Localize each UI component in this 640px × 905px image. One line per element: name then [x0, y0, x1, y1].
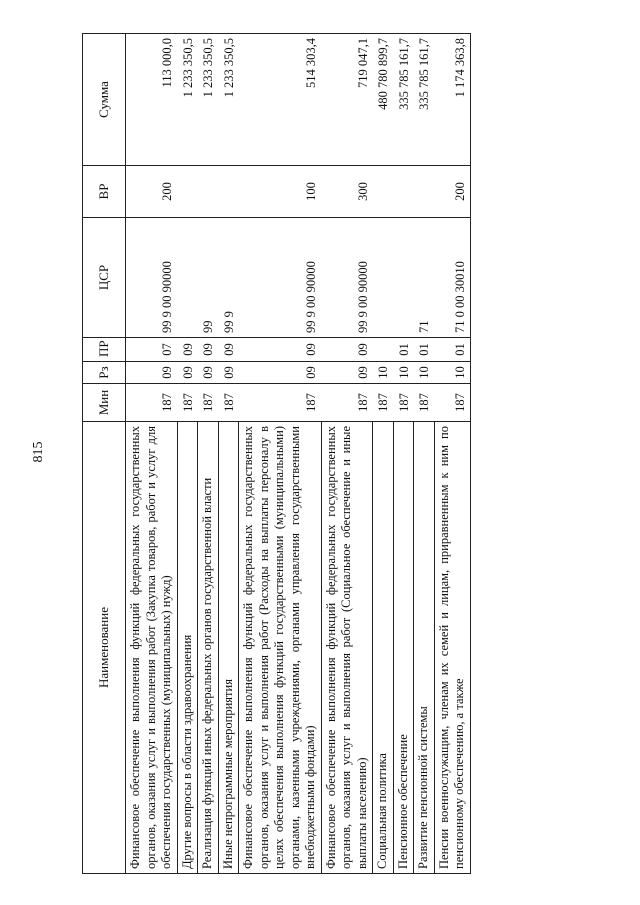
cell-pr: 09: [177, 338, 198, 362]
table-row: [373, 34, 394, 874]
cell-sum: 1 233 350,5: [177, 34, 198, 166]
cell-min: 187: [434, 384, 470, 422]
header-rz: Рз: [83, 362, 126, 384]
header-pr: ПР: [83, 338, 126, 362]
cell-vr: 300: [321, 166, 373, 218]
cell-vr: 200: [434, 166, 470, 218]
cell-pr: 09: [239, 338, 322, 362]
cell-name: Другие вопросы в области здравоохранения: [177, 422, 198, 874]
cell-sum: 113 000,0: [126, 34, 178, 166]
cell-name: Развитие пенсионной системы: [414, 422, 435, 874]
table-row: [321, 34, 373, 874]
cell-sum: 1 233 350,5: [218, 34, 239, 166]
cell-sum: 1 233 350,5: [198, 34, 219, 166]
cell-csr: 99 9 00 90000: [126, 218, 178, 338]
cell-rz: 10: [434, 362, 470, 384]
cell-min: 187: [198, 384, 219, 422]
cell-name: Финансовое обеспечение выполнения функций федеральных государственных органов, оказания услуг и выполнения работ (Закупка товаров, работ и услуг для обеспечения государственных (муниципальных) нужд): [126, 422, 178, 874]
cell-rz: 09: [218, 362, 239, 384]
header-row: [83, 34, 126, 874]
table-row: [198, 34, 219, 874]
cell-name: Иные непрограммные мероприятия: [218, 422, 239, 874]
cell-vr: [177, 166, 198, 218]
cell-min: 187: [218, 384, 239, 422]
cell-rz: 10: [373, 362, 394, 384]
cell-min: 187: [239, 384, 322, 422]
cell-sum: 335 785 161,7: [414, 34, 435, 166]
cell-pr: 09: [198, 338, 219, 362]
cell-min: 187: [414, 384, 435, 422]
cell-vr: [218, 166, 239, 218]
cell-pr: 01: [434, 338, 470, 362]
cell-name: Социальная политика: [373, 422, 394, 874]
cell-name: Финансовое обеспечение выполнения функций федеральных государственных органов, оказания услуг и выполнения работ (Расходы на выплаты персоналу в целях обеспечения выполнения функций государственными (муниципальными) органами, казенными учреждениями, органами управления государственными внебюджетными фондами): [239, 422, 322, 874]
table-row: [393, 34, 414, 874]
cell-rz: 09: [198, 362, 219, 384]
cell-csr: 99 9 00 90000: [239, 218, 322, 338]
cell-rz: 09: [239, 362, 322, 384]
cell-vr: [198, 166, 219, 218]
cell-csr: [177, 218, 198, 338]
cell-pr: [373, 338, 394, 362]
header-csr: ЦСР: [83, 218, 126, 338]
cell-rz: 10: [414, 362, 435, 384]
header-sum: Сумма: [83, 34, 126, 166]
cell-csr: 99: [198, 218, 219, 338]
cell-name: Реализация функций иных федеральных органов государственной власти: [198, 422, 219, 874]
cell-pr: 09: [218, 338, 239, 362]
table-body: [126, 34, 471, 874]
header-name: Наименование: [83, 422, 126, 874]
table-row: [414, 34, 435, 874]
cell-sum: 335 785 161,7: [393, 34, 414, 166]
cell-pr: 09: [321, 338, 373, 362]
cell-sum: 719 047,1: [321, 34, 373, 166]
cell-csr: [393, 218, 414, 338]
cell-rz: 09: [321, 362, 373, 384]
cell-sum: 1 174 363,8: [434, 34, 470, 166]
cell-sum: 514 303,4: [239, 34, 322, 166]
budget-table: [82, 33, 471, 874]
cell-min: 187: [373, 384, 394, 422]
cell-vr: [414, 166, 435, 218]
cell-vr: [373, 166, 394, 218]
cell-pr: 01: [414, 338, 435, 362]
cell-min: 187: [393, 384, 414, 422]
cell-pr: 07: [126, 338, 178, 362]
cell-csr: [373, 218, 394, 338]
cell-csr: 71: [414, 218, 435, 338]
cell-name: Пенсии военнослужащим, членам их семей и лицам, приравненным к ним по пенсионному обеспечению, а также: [434, 422, 470, 874]
cell-csr: 71 0 00 30010: [434, 218, 470, 338]
cell-name: Финансовое обеспечение выполнения функций федеральных государственных органов, оказания услуг и выполнения работ (Социальное обеспечение и иные выплаты населению): [321, 422, 373, 874]
cell-rz: 10: [393, 362, 414, 384]
table-row: [434, 34, 470, 874]
cell-csr: 99 9 00 90000: [321, 218, 373, 338]
cell-sum: 480 780 899,7: [373, 34, 394, 166]
table-row: [177, 34, 198, 874]
header-vr: ВР: [83, 166, 126, 218]
table-row: [218, 34, 239, 874]
cell-min: 187: [321, 384, 373, 422]
cell-vr: 100: [239, 166, 322, 218]
cell-rz: 09: [126, 362, 178, 384]
cell-min: 187: [126, 384, 178, 422]
table-row: [126, 34, 178, 874]
cell-min: 187: [177, 384, 198, 422]
table-row: [239, 34, 322, 874]
cell-csr: 99 9: [218, 218, 239, 338]
header-min: Мин: [83, 384, 126, 422]
page-number: 815: [31, 441, 46, 463]
cell-vr: [393, 166, 414, 218]
cell-name: Пенсионное обеспечение: [393, 422, 414, 874]
rotated-budget-table: [82, 34, 612, 874]
cell-pr: 01: [393, 338, 414, 362]
cell-rz: 09: [177, 362, 198, 384]
cell-vr: 200: [126, 166, 178, 218]
